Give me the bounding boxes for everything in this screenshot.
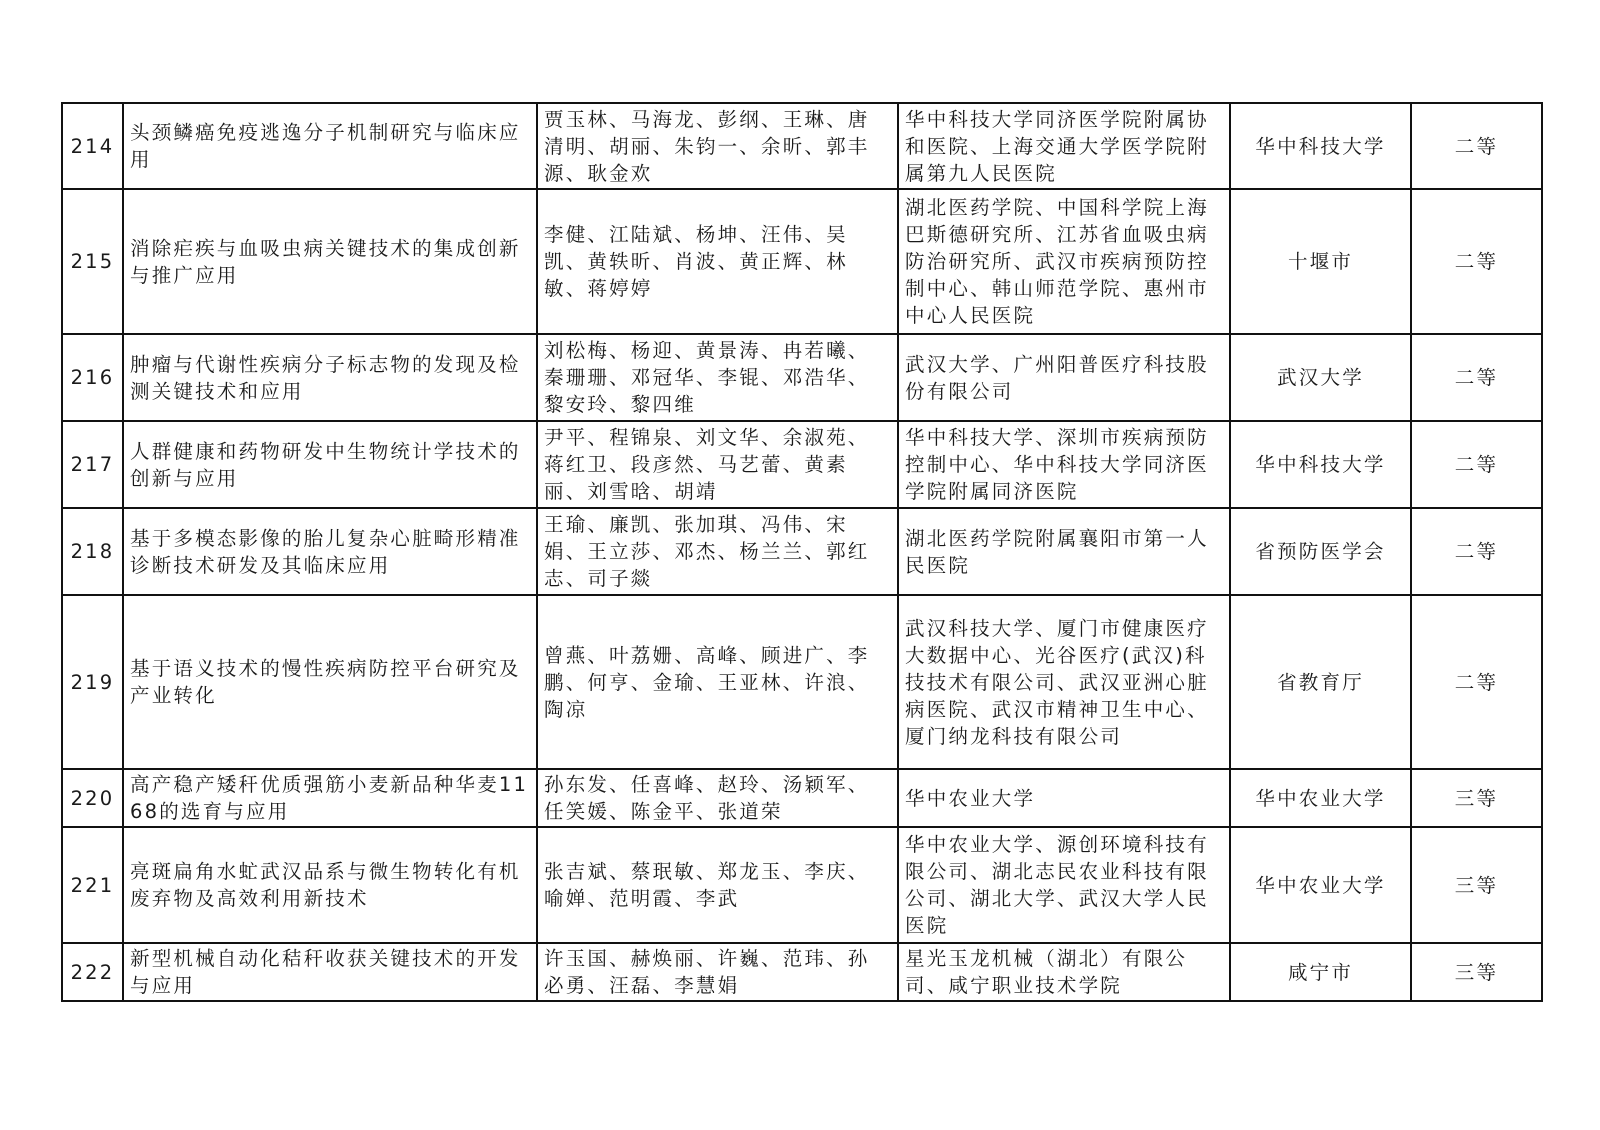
completing-units: 星光玉龙机械（湖北）有限公司、咸宁职业技术学院: [898, 943, 1230, 1001]
row-number: 221: [62, 827, 123, 943]
row-number: 217: [62, 421, 123, 508]
table-row: [62, 189, 1542, 334]
completing-units: 湖北医药学院附属襄阳市第一人民医院: [898, 508, 1230, 595]
project-title: 新型机械自动化秸秆收获关键技术的开发与应用: [123, 943, 537, 1001]
table-row: [62, 595, 1542, 769]
table-row: [62, 421, 1542, 508]
table-row: [62, 508, 1542, 595]
contributors: 刘松梅、杨迎、黄景涛、冉若曦、秦珊珊、邓冠华、李锟、邓浩华、黎安玲、黎四维: [537, 334, 898, 421]
nominating-unit: 武汉大学: [1230, 334, 1411, 421]
completing-units: 武汉科技大学、厦门市健康医疗大数据中心、光谷医疗(武汉)科技技术有限公司、武汉亚洲心脏病医院、武汉市精神卫生中心、厦门纳龙科技有限公司: [898, 595, 1230, 769]
completing-units: 华中科技大学、深圳市疾病预防控制中心、华中科技大学同济医学院附属同济医院: [898, 421, 1230, 508]
nominating-unit: 咸宁市: [1230, 943, 1411, 1001]
row-number: 222: [62, 943, 123, 1001]
row-number: 216: [62, 334, 123, 421]
award-grade: 二等: [1411, 595, 1542, 769]
project-title: 基于多模态影像的胎儿复杂心脏畸形精准诊断技术研发及其临床应用: [123, 508, 537, 595]
award-grade: 二等: [1411, 508, 1542, 595]
row-number: 218: [62, 508, 123, 595]
row-number: 215: [62, 189, 123, 334]
table-row: [62, 827, 1542, 943]
contributors: 李健、江陆斌、杨坤、汪伟、吴凯、黄轶昕、肖波、黄正辉、林敏、蒋婷婷: [537, 189, 898, 334]
project-title: 亮斑扁角水虻武汉品系与微生物转化有机废弃物及高效利用新技术: [123, 827, 537, 943]
row-number: 219: [62, 595, 123, 769]
row-number: 220: [62, 769, 123, 827]
project-title: 基于语义技术的慢性疾病防控平台研究及产业转化: [123, 595, 537, 769]
project-title: 人群健康和药物研发中生物统计学技术的创新与应用: [123, 421, 537, 508]
nominating-unit: 华中农业大学: [1230, 769, 1411, 827]
award-grade: 二等: [1411, 334, 1542, 421]
completing-units: 湖北医药学院、中国科学院上海巴斯德研究所、江苏省血吸虫病防治研究所、武汉市疾病预防控制中心、韩山师范学院、惠州市中心人民医院: [898, 189, 1230, 334]
contributors: 孙东发、任喜峰、赵玲、汤颖军、任笑媛、陈金平、张道荣: [537, 769, 898, 827]
award-grade: 二等: [1411, 189, 1542, 334]
contributors: 尹平、程锦泉、刘文华、余淑苑、蒋红卫、段彦然、马艺蕾、黄素丽、刘雪晗、胡靖: [537, 421, 898, 508]
contributors: 曾燕、叶荔姗、高峰、顾进广、李鹏、何亨、金瑜、王亚林、许浪、陶凉: [537, 595, 898, 769]
award-grade: 三等: [1411, 827, 1542, 943]
award-grade: 三等: [1411, 769, 1542, 827]
completing-units: 华中农业大学: [898, 769, 1230, 827]
project-title: 肿瘤与代谢性疾病分子标志物的发现及检测关键技术和应用: [123, 334, 537, 421]
project-title: 头颈鳞癌免疫逃逸分子机制研究与临床应用: [123, 103, 537, 189]
completing-units: 武汉大学、广州阳普医疗科技股份有限公司: [898, 334, 1230, 421]
project-title: 高产稳产矮秆优质强筋小麦新品种华麦1168的选育与应用: [123, 769, 537, 827]
completing-units: 华中科技大学同济医学院附属协和医院、上海交通大学医学院附属第九人民医院: [898, 103, 1230, 189]
contributors: 王瑜、廉凯、张加琪、冯伟、宋娟、王立莎、邓杰、杨兰兰、郭红志、司子燚: [537, 508, 898, 595]
project-title: 消除疟疾与血吸虫病关键技术的集成创新与推广应用: [123, 189, 537, 334]
award-grade: 二等: [1411, 103, 1542, 189]
table-row: [62, 769, 1542, 827]
nominating-unit: 省教育厅: [1230, 595, 1411, 769]
award-grade: 三等: [1411, 943, 1542, 1001]
nominating-unit: 华中农业大学: [1230, 827, 1411, 943]
nominating-unit: 华中科技大学: [1230, 103, 1411, 189]
completing-units: 华中农业大学、源创环境科技有限公司、湖北志民农业科技有限公司、湖北大学、武汉大学人民医院: [898, 827, 1230, 943]
nominating-unit: 省预防医学会: [1230, 508, 1411, 595]
award-grade: 二等: [1411, 421, 1542, 508]
contributors: 张吉斌、蔡珉敏、郑龙玉、李庆、喻婵、范明霞、李武: [537, 827, 898, 943]
table-row: [62, 943, 1542, 1001]
row-number: 214: [62, 103, 123, 189]
table-row: [62, 103, 1542, 189]
nominating-unit: 华中科技大学: [1230, 421, 1411, 508]
nominating-unit: 十堰市: [1230, 189, 1411, 334]
contributors: 许玉国、赫焕丽、许巍、范玮、孙必勇、汪磊、李慧娟: [537, 943, 898, 1001]
contributors: 贾玉林、马海龙、彭纲、王琳、唐清明、胡丽、朱钧一、余昕、郭丰源、耿金欢: [537, 103, 898, 189]
awards-table: [61, 102, 1543, 1002]
table-row: [62, 334, 1542, 421]
